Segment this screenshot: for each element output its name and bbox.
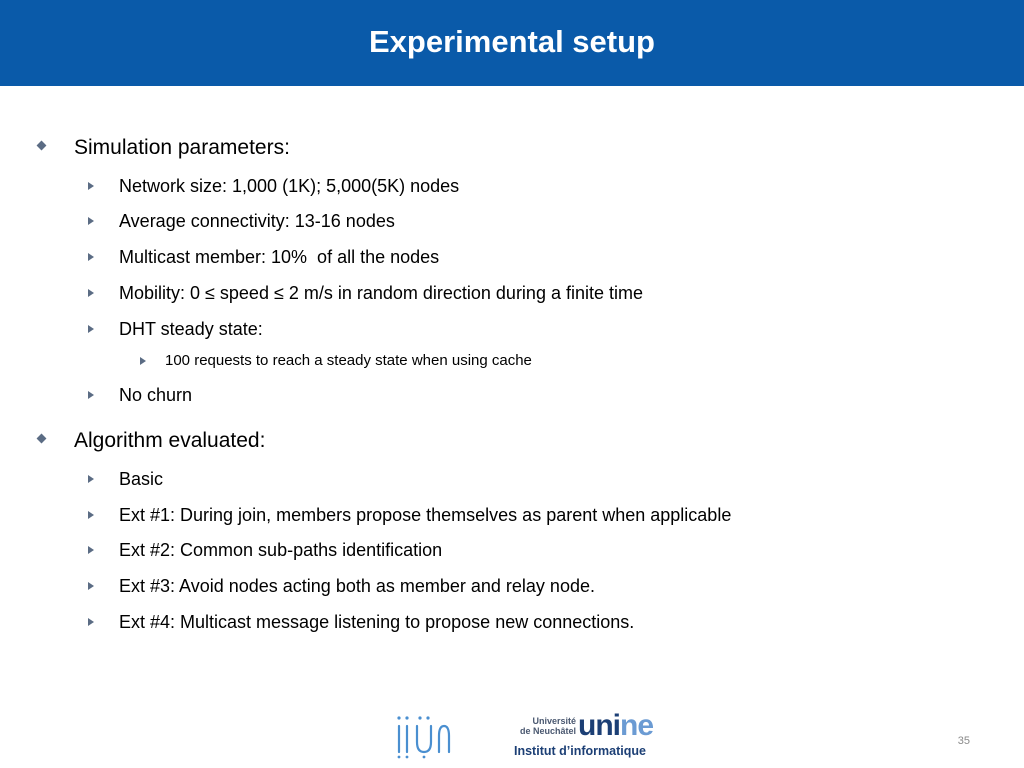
list-item xyxy=(119,318,263,340)
triangle-bullet-icon xyxy=(88,475,94,483)
list-item xyxy=(119,384,192,406)
section-heading-algorithm xyxy=(74,429,265,453)
unine-wordmark-u: u xyxy=(578,709,596,742)
list-item-text: DHT steady state: xyxy=(119,319,263,339)
unine-line1: Université xyxy=(532,716,576,726)
triangle-bullet-icon xyxy=(88,217,94,225)
page-number: 35 xyxy=(957,735,970,747)
list-item-text: Mobility: 0 ≤ speed ≤ 2 m/s in random direction during a finite time xyxy=(119,283,643,303)
list-item-text: Basic xyxy=(119,469,164,489)
list-item xyxy=(119,539,442,561)
triangle-bullet-icon xyxy=(140,357,146,365)
footer xyxy=(0,700,1024,768)
triangle-bullet-icon xyxy=(88,182,94,190)
list-item xyxy=(119,575,595,597)
triangle-bullet-icon xyxy=(88,253,94,261)
section-heading-simulation xyxy=(74,136,290,160)
diamond-bullet-icon xyxy=(37,141,47,151)
list-item-text: Multicast member: 10% of all the nodes xyxy=(119,247,440,267)
triangle-bullet-icon xyxy=(88,618,94,626)
list-item-text: Ext #2: Common sub-paths identification xyxy=(119,540,443,560)
triangle-bullet-icon xyxy=(88,325,94,333)
unine-line2: de Neuchâtel xyxy=(519,726,576,736)
title-bar xyxy=(0,0,1024,86)
triangle-bullet-icon xyxy=(88,546,94,554)
triangle-bullet-icon xyxy=(88,289,94,297)
list-item xyxy=(119,282,643,304)
list-item xyxy=(119,504,731,526)
list-item-text: Ext #4: Multicast message listening to propose new connections. xyxy=(119,612,635,632)
sub-list-item-text: 100 requests to reach a steady state when using cache xyxy=(165,352,532,369)
sub-list-item xyxy=(165,352,532,370)
list-item xyxy=(119,210,395,232)
list-item xyxy=(119,468,163,490)
unine-wordmark xyxy=(578,711,653,741)
triangle-bullet-icon xyxy=(88,582,94,590)
list-item-text: Network size: 1,000 (1K); 5,000(5K) nodes xyxy=(119,176,460,196)
section-heading-text: Simulation parameters: xyxy=(74,136,290,159)
list-item-text: Average connectivity: 13-16 nodes xyxy=(119,211,395,231)
triangle-bullet-icon xyxy=(88,511,94,519)
list-item xyxy=(119,611,634,633)
list-item-text: Ext #3: Avoid nodes acting both as member and relay node. xyxy=(119,576,595,596)
list-item-text: No churn xyxy=(119,385,193,405)
unine-university-name xyxy=(512,716,576,736)
list-item xyxy=(119,246,439,268)
iiun-logo-icon xyxy=(393,712,453,760)
triangle-bullet-icon xyxy=(88,391,94,399)
unine-institute-name: Institut d’informatique xyxy=(514,744,646,758)
unine-wordmark-ne: ne xyxy=(620,709,654,742)
unine-wordmark-ni: ni xyxy=(595,709,620,742)
section-heading-text: Algorithm evaluated: xyxy=(74,429,266,452)
iiun-logo xyxy=(393,712,453,760)
slide-title: Experimental setup xyxy=(369,24,655,59)
list-item xyxy=(119,175,459,197)
diamond-bullet-icon xyxy=(37,434,47,444)
list-item-text: Ext #1: During join, members propose themselves as parent when applicable xyxy=(119,505,732,525)
unine-logo xyxy=(512,709,654,760)
